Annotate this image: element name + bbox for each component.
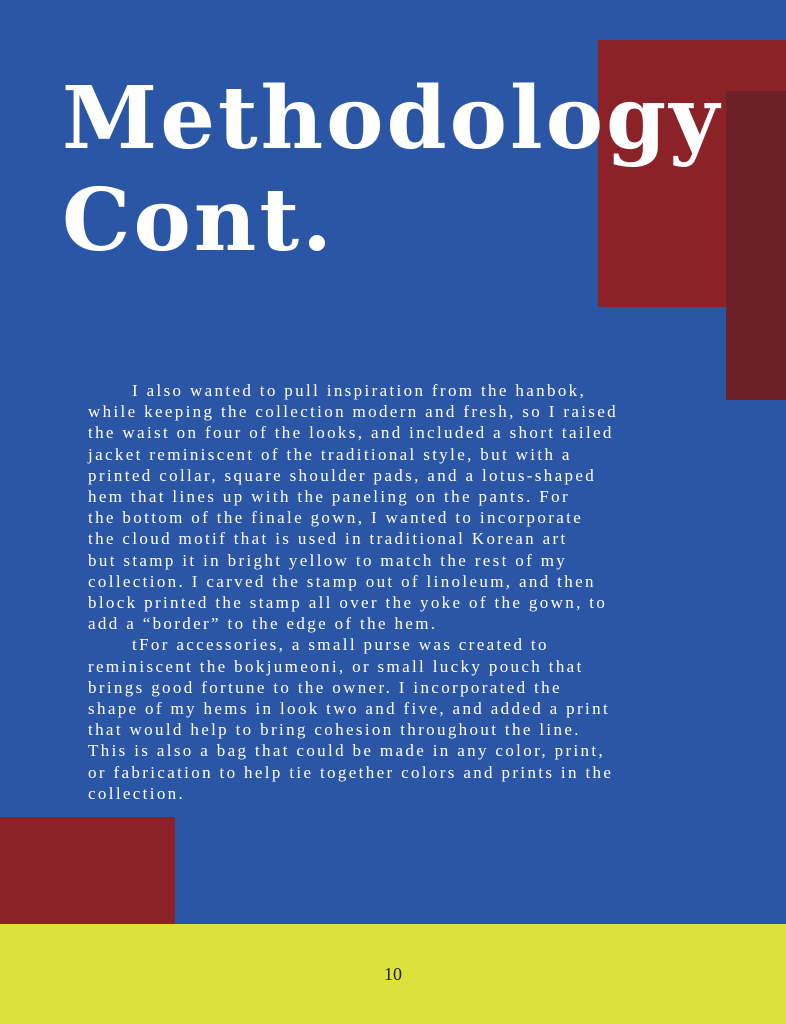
- body-line: I also wanted to pull inspiration from the hanbok,: [132, 381, 587, 400]
- body-line: jacket reminiscent of the traditional style, but with a: [88, 444, 572, 464]
- page-title: [62, 68, 722, 272]
- dark-red-accent-block: [726, 91, 786, 400]
- body-line: tFor accessories, a small purse was created to: [132, 635, 549, 655]
- title-line-1: Methodology: [62, 68, 723, 169]
- body-line: while keeping the collection modern and fresh, so I raised: [88, 402, 619, 422]
- body-line: the bottom of the finale gown, I wanted to incorporate: [88, 508, 584, 528]
- page-number: 10: [384, 964, 402, 984]
- body-line: or fabrication to help tie together colors and prints in the: [88, 762, 614, 782]
- body-line: collection. I carved the stamp out of linoleum, and then: [88, 571, 596, 591]
- body-line: block printed the stamp all over the yoke of the gown, to: [88, 593, 608, 613]
- body-line: collection.: [88, 783, 186, 803]
- body-line: brings good fortune to the owner. I incorporated the: [88, 677, 562, 697]
- body-paragraphs: [88, 380, 728, 804]
- body-line: the cloud motif that is used in traditional Korean art: [88, 529, 568, 549]
- body-line: that would help to bring cohesion throughout the line.: [88, 720, 581, 740]
- body-line: but stamp it in bright yellow to match the rest of my: [88, 550, 568, 570]
- body-line: shape of my hems in look two and five, and added a print: [88, 699, 611, 719]
- body-line: This is also a bag that could be made in any color, print,: [88, 741, 606, 761]
- body-line: the waist on four of the looks, and included a short tailed: [88, 423, 614, 443]
- body-line: printed collar, square shoulder pads, and a lotus-shaped: [88, 465, 597, 485]
- body-line: reminiscent the bokjumeoni, or small lucky pouch that: [88, 656, 584, 676]
- title-line-2: Cont.: [62, 170, 335, 271]
- body-line: hem that lines up with the paneling on the pants. For: [88, 487, 570, 507]
- red-accent-block-bottom: [0, 817, 175, 924]
- body-line: add a “border” to the edge of the hem.: [88, 614, 438, 634]
